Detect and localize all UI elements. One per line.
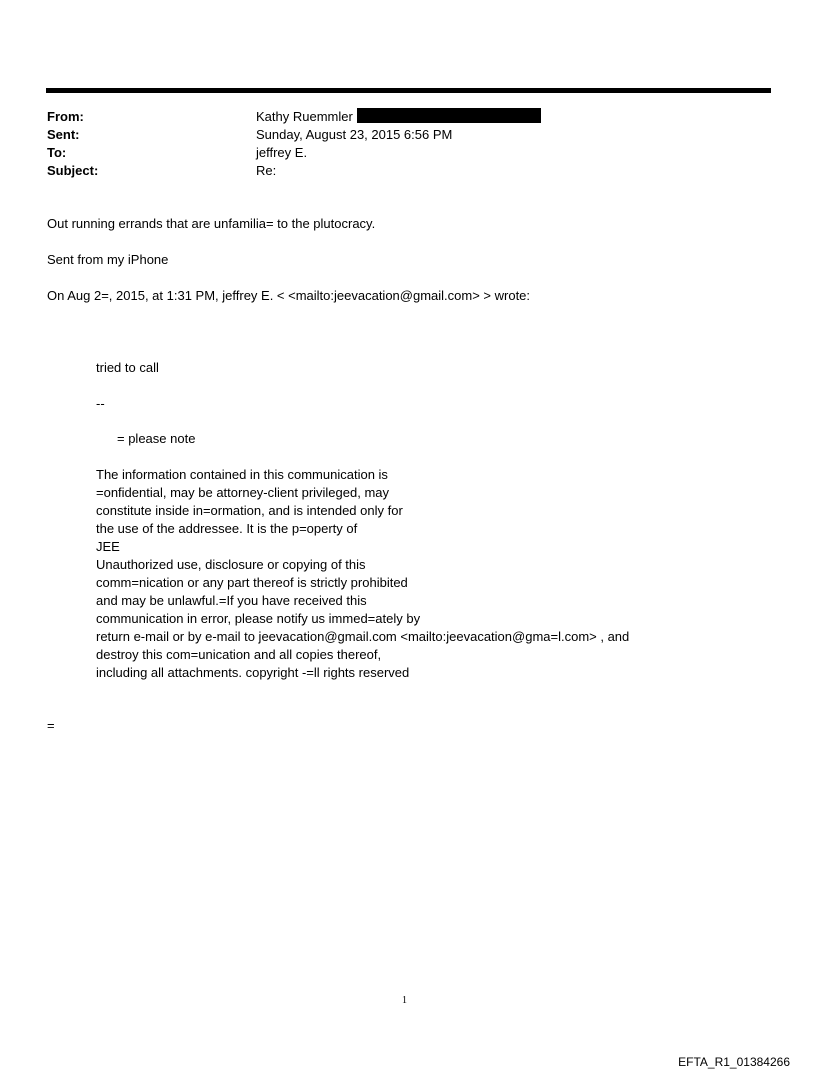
disclaimer-line: JEE bbox=[96, 539, 120, 554]
disclaimer-line: comm=nication or any part thereof is strictly prohibited bbox=[96, 575, 408, 590]
subject-value: Re: bbox=[256, 163, 277, 178]
bates-number: EFTA_R1_01384266 bbox=[678, 1055, 790, 1069]
trailing-equals: = bbox=[47, 718, 55, 733]
page-number: 1 bbox=[402, 995, 407, 1006]
header-to-row bbox=[47, 144, 541, 162]
disclaimer-line: return e-mail or by e-mail to jeevacation@gmail.com <mailto:jeevacation@gma=l.com> , and bbox=[96, 629, 630, 644]
redaction-box bbox=[357, 108, 541, 123]
sent-label: Sent: bbox=[47, 127, 80, 142]
disclaimer-line: the use of the addressee. It is the p=operty of bbox=[96, 521, 358, 536]
disclaimer-line: and may be unlawful.=If you have received this bbox=[96, 593, 367, 608]
to-label: To: bbox=[47, 145, 67, 160]
from-value bbox=[256, 108, 541, 126]
header-from-row bbox=[47, 108, 541, 126]
disclaimer-line: The information contained in this communication is bbox=[96, 467, 388, 482]
from-label: From: bbox=[47, 109, 84, 124]
disclaimer-line: =onfidential, may be attorney-client privileged, may bbox=[96, 485, 390, 500]
top-rule bbox=[46, 88, 771, 93]
disclaimer-line: communication in error, please notify us immed=ately by bbox=[96, 611, 421, 626]
disclaimer-block bbox=[96, 466, 629, 682]
header-sent-row bbox=[47, 126, 541, 144]
disclaimer-line: constitute inside in=ormation, and is intended only for bbox=[96, 503, 403, 518]
body-line-errands: Out running errands that are unfamilia= to the plutocracy. bbox=[47, 216, 376, 231]
header-subject-row bbox=[47, 162, 541, 180]
disclaimer-line: Unauthorized use, disclosure or copying of this bbox=[96, 557, 366, 572]
disclaimer-line: destroy this com=unication and all copies thereof, bbox=[96, 647, 382, 662]
body-line-quote-intro: On Aug 2=, 2015, at 1:31 PM, jeffrey E. < <mailto:jeevacation@gmail.com> > wrote: bbox=[47, 288, 531, 303]
from-name: Kathy Ruemmler bbox=[256, 109, 353, 124]
disclaimer-line: including all attachments. copyright -=ll rights reserved bbox=[96, 665, 410, 680]
quoted-tried-to-call: tried to call bbox=[96, 360, 159, 375]
quoted-please-note: = please note bbox=[117, 431, 196, 446]
subject-label: Subject: bbox=[47, 163, 99, 178]
sent-value: Sunday, August 23, 2015 6:56 PM bbox=[256, 127, 453, 142]
quoted-signature-separator: -- bbox=[96, 396, 105, 411]
body-line-sent-from: Sent from my iPhone bbox=[47, 252, 169, 267]
to-value: jeffrey E. bbox=[256, 145, 308, 160]
email-header bbox=[47, 108, 541, 180]
